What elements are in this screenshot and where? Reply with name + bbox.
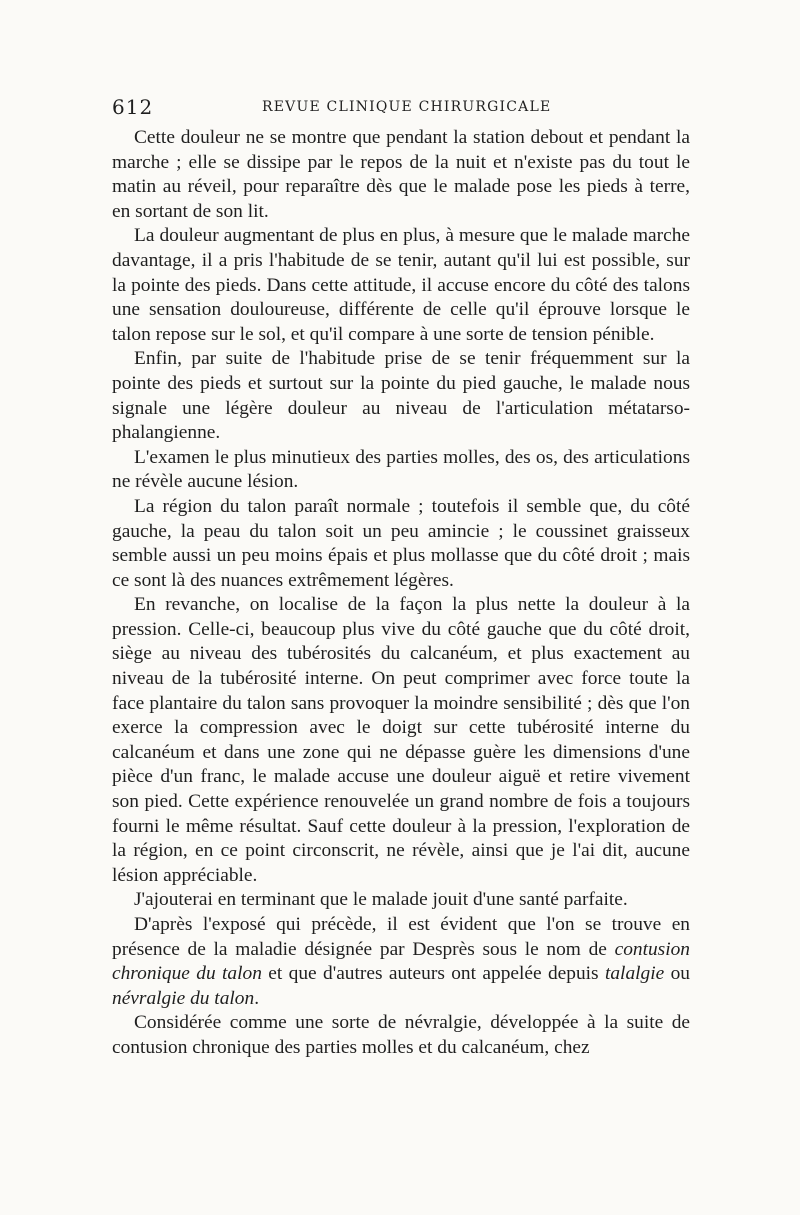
paragraph-text: et que d'autres auteurs ont appelée depuis [261,963,605,985]
paragraph: En revanche, on localise de la façon la plus nette la douleur à la pression. Celle-ci, beaucoup plus vive du côté gauche que du côté droit, siège au niveau des tubérosités du calcanéum, et plus exactement au niveau de la tubérosité interne. On peut comprimer avec force toute la face plantaire du talon sans provoquer la moindre sensibilité ; dès que l'on exerce la compression avec le doigt sur cette tubérosité interne du calcanéum et dans une zone qui ne dépasse guère les dimensions d'une pièce d'un franc, le malade accuse une douleur aiguë et retire vivement son pied. Cette expérience renouvelée un grand nombre de fois a toujours fourni le même résultat. Sauf cette douleur à la pression, l'exploration de la région, en ce point circonscrit, ne révèle, ainsi que je l'ai dit, aucune lésion appréciable. [112,594,690,886]
page-number: 612 [112,95,154,119]
paragraph: J'ajouterai en terminant que le malade jouit d'une santé parfaite. [134,889,628,911]
body-text [112,126,690,1061]
paragraph: Enfin, par suite de l'habitude prise de se tenir fréquemment sur la pointe des pieds et surtout sur la pointe du pied gauche, le malade nous signale une légère douleur au niveau de l'articulation métatarso-phalangienne. [112,348,690,444]
paragraph: L'examen le plus minutieux des parties molles, des os, des articulations ne révèle aucune lésion. [112,446,690,493]
italic-term: névralgie du talon [112,987,255,1009]
italic-term: contusion chronique du talon [112,938,690,985]
paragraph-text: . [254,987,260,1009]
paragraph: La douleur augmentant de plus en plus, à mesure que le malade marche davantage, il a pris l'habitude de se tenir, autant qu'il lui est possible, sur la pointe des pieds. Dans cette attitude, il accuse encore du côté des talons une sensation douloureuse, différente de celle qu'il éprouve lorsque le talon repose sur le sol, et qu'il compare à une sorte de tension pénible. [112,225,690,345]
running-title: REVUE CLINIQUE CHIRURGICALE [262,99,552,115]
paragraph-text: ou [664,963,690,985]
paragraph: Cette douleur ne se montre que pendant la station debout et pendant la marche ; elle se dissipe par le repos de la nuit et n'existe pas du tout le matin au réveil, pour reparaître dès que le malade pose les pieds à terre, en sortant de son lit. [112,127,690,222]
paragraph: La région du talon paraît normale ; toutefois il semble que, du côté gauche, la peau du talon soit un peu amincie ; le coussinet graisseux semble aussi un peu moins épais et plus mollasse que du côté droit ; mais ce sont là des nuances extrêmement légères. [112,495,690,591]
page-header [112,95,688,127]
italic-term: talalgie [604,963,665,985]
paragraph-text: D'après l'exposé qui précède, il est évident que l'on se trouve en présence de la maladie désignée par Desprès sous le nom de [112,914,690,960]
paragraph-with-italics [112,913,690,1011]
paragraph: Considérée comme une sorte de névralgie, développée à la suite de contusion chronique des parties molles et du calcanéum, chez [112,1012,690,1058]
